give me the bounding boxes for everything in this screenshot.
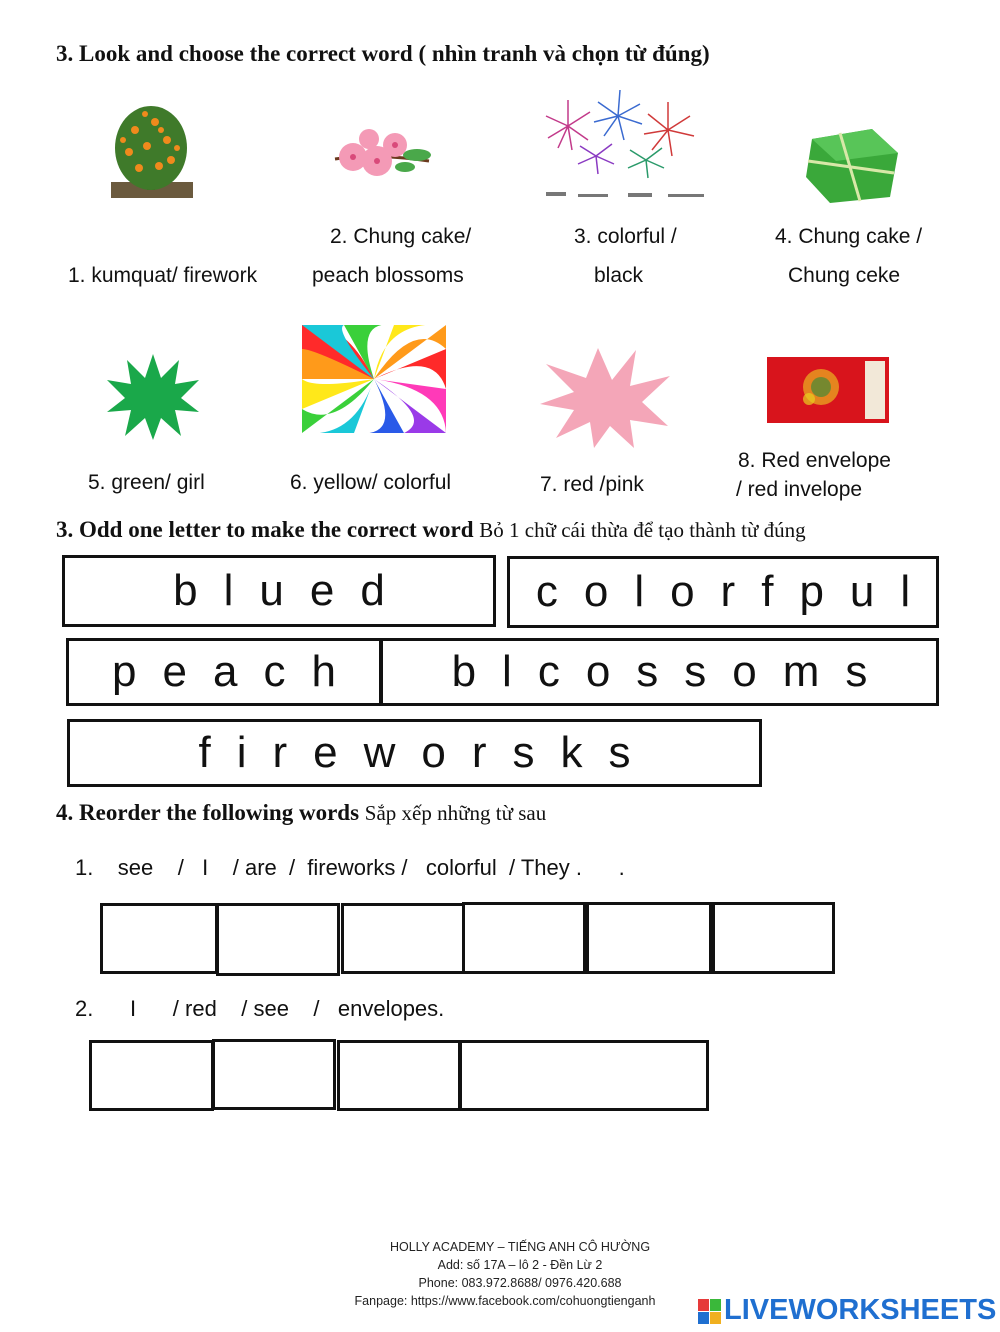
- fireworks-icon: [538, 86, 713, 204]
- answer-box-1-6[interactable]: [712, 902, 835, 974]
- caption-2-line2: peach blossoms: [312, 264, 464, 287]
- footer-line-2: Add: số 17A – lô 2 - Đền Lừ 2: [437, 1258, 603, 1272]
- caption-2-line1: 2. Chung cake/: [330, 225, 472, 248]
- caption-8-line1: 8. Red envelope: [738, 449, 891, 472]
- answer-box-1-2[interactable]: [216, 903, 340, 976]
- peach-blossom-icon: [325, 125, 435, 187]
- green-star-icon: [105, 352, 201, 442]
- answer-box-1-5[interactable]: [586, 902, 712, 974]
- section3-heading: 4. Reorder the following words Sắp xếp những từ sau: [56, 800, 547, 825]
- word-box-blcossoms[interactable]: blcossoms: [380, 638, 939, 706]
- chung-cake-icon: [802, 125, 900, 205]
- footer-line-1: HOLLY ACADEMY – TIẾNG ANH CÔ HƯỜNG: [389, 1240, 651, 1254]
- reorder-question-2: 2. I / red / see / envelopes.: [75, 996, 445, 1021]
- answer-box-2-4[interactable]: [459, 1040, 709, 1111]
- caption-4-line1: 4. Chung cake /: [775, 225, 923, 248]
- answer-box-1-4[interactable]: [462, 902, 586, 974]
- caption-4-line2: Chung ceke: [788, 264, 901, 287]
- answer-box-2-3[interactable]: [337, 1040, 461, 1111]
- caption-8-line2: / red invelope: [736, 478, 863, 501]
- red-envelope-icon: [765, 355, 891, 425]
- word-box-colorfpul[interactable]: colorfpul: [507, 556, 939, 628]
- caption-3-line1: 3. colorful /: [574, 225, 677, 248]
- caption-3-line2: black: [594, 264, 644, 287]
- answer-box-1-3[interactable]: [341, 903, 465, 974]
- answer-box-1-1[interactable]: [100, 903, 218, 974]
- kumquat-tree-icon: [105, 100, 197, 200]
- footer-line-3: Phone: 083.972.8688/ 0976.420.688: [418, 1276, 622, 1290]
- caption-1: 1. kumquat/ firework: [68, 264, 258, 287]
- section2-heading: 3. Odd one letter to make the correct word Bỏ 1 chữ cái thừa để tạo thành từ đúng: [56, 517, 806, 542]
- liveworksheets-brand[interactable]: LIVEWORKSHEETS: [724, 1294, 997, 1326]
- word-box-blued[interactable]: blued: [62, 555, 496, 627]
- section1-heading: 3. Look and choose the correct word ( nhìn tranh và chọn từ đúng): [56, 41, 710, 66]
- answer-box-2-2[interactable]: [212, 1039, 336, 1110]
- reorder-question-1: 1. see / I / are / fireworks / colorful / They . .: [75, 855, 625, 880]
- word-box-peach[interactable]: peach: [66, 638, 382, 706]
- caption-6: 6. yellow/ colorful: [290, 471, 452, 494]
- footer-line-4: Fanpage: https://www.facebook.com/cohuongtienganh: [354, 1294, 656, 1308]
- liveworksheets-logo-icon: [698, 1299, 722, 1325]
- word-box-fireworsks[interactable]: fireworsks: [67, 719, 762, 787]
- caption-5: 5. green/ girl: [88, 471, 205, 494]
- pink-star-icon: [538, 346, 672, 450]
- answer-box-2-1[interactable]: [89, 1040, 214, 1111]
- rainbow-swirl-icon: [302, 325, 446, 433]
- caption-7: 7. red /pink: [540, 473, 644, 496]
